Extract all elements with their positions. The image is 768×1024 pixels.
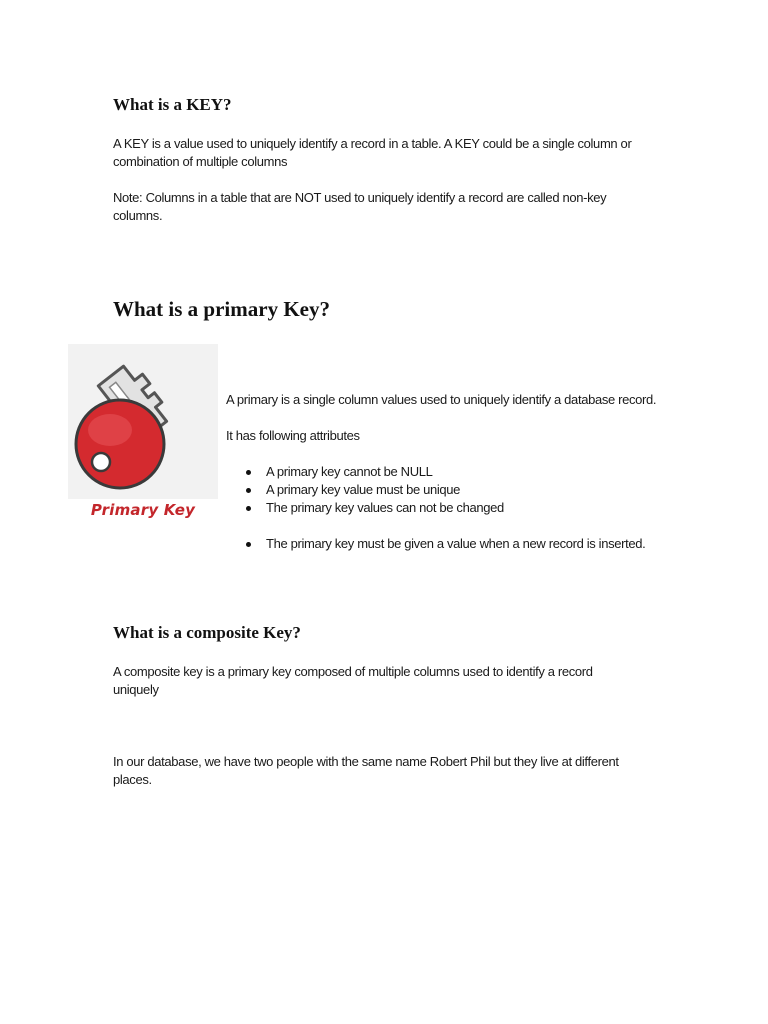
bullet-icon [246, 488, 251, 493]
list-item [240, 463, 730, 481]
list-item [240, 499, 730, 517]
heading-what-is-key: What is a KEY? [113, 95, 232, 114]
list-item-text: A primary key cannot be NULL [266, 464, 433, 479]
primary-key-intro: A primary is a single column values used to uniquely identify a database record. [226, 392, 657, 407]
list-item-text: A primary key value must be unique [266, 482, 461, 497]
composite-key-definition: A composite key is a primary key composed of multiple columns used to identify a record uniquely [113, 664, 593, 697]
bullet-icon [246, 506, 251, 511]
heading-what-is-primary-key: What is a primary Key? [113, 297, 330, 321]
list-item [240, 481, 730, 499]
key-icon [68, 344, 218, 499]
list-item-text: The primary key values can not be changed [266, 500, 504, 515]
non-key-note-paragraph: Note: Columns in a table that are NOT used to uniquely identify a record are called non-key columns. [113, 190, 607, 223]
composite-key-example: In our database, we have two people with the same name Robert Phil but they live at different places. [113, 754, 619, 787]
primary-key-figure [68, 344, 218, 534]
primary-key-caption: Primary Key [90, 501, 196, 519]
key-definition-paragraph: A KEY is a value used to uniquely identify a record in a table. A KEY could be a single column or combination of multiple columns [113, 136, 632, 169]
bullet-icon [246, 542, 251, 547]
primary-key-attributes-list [240, 463, 730, 553]
attributes-label: It has following attributes [226, 428, 360, 443]
bullet-icon [246, 470, 251, 475]
list-item-text: The primary key must be given a value when a new record is inserted. [266, 536, 646, 551]
heading-what-is-composite-key: What is a composite Key? [113, 623, 301, 642]
list-item [240, 535, 730, 553]
